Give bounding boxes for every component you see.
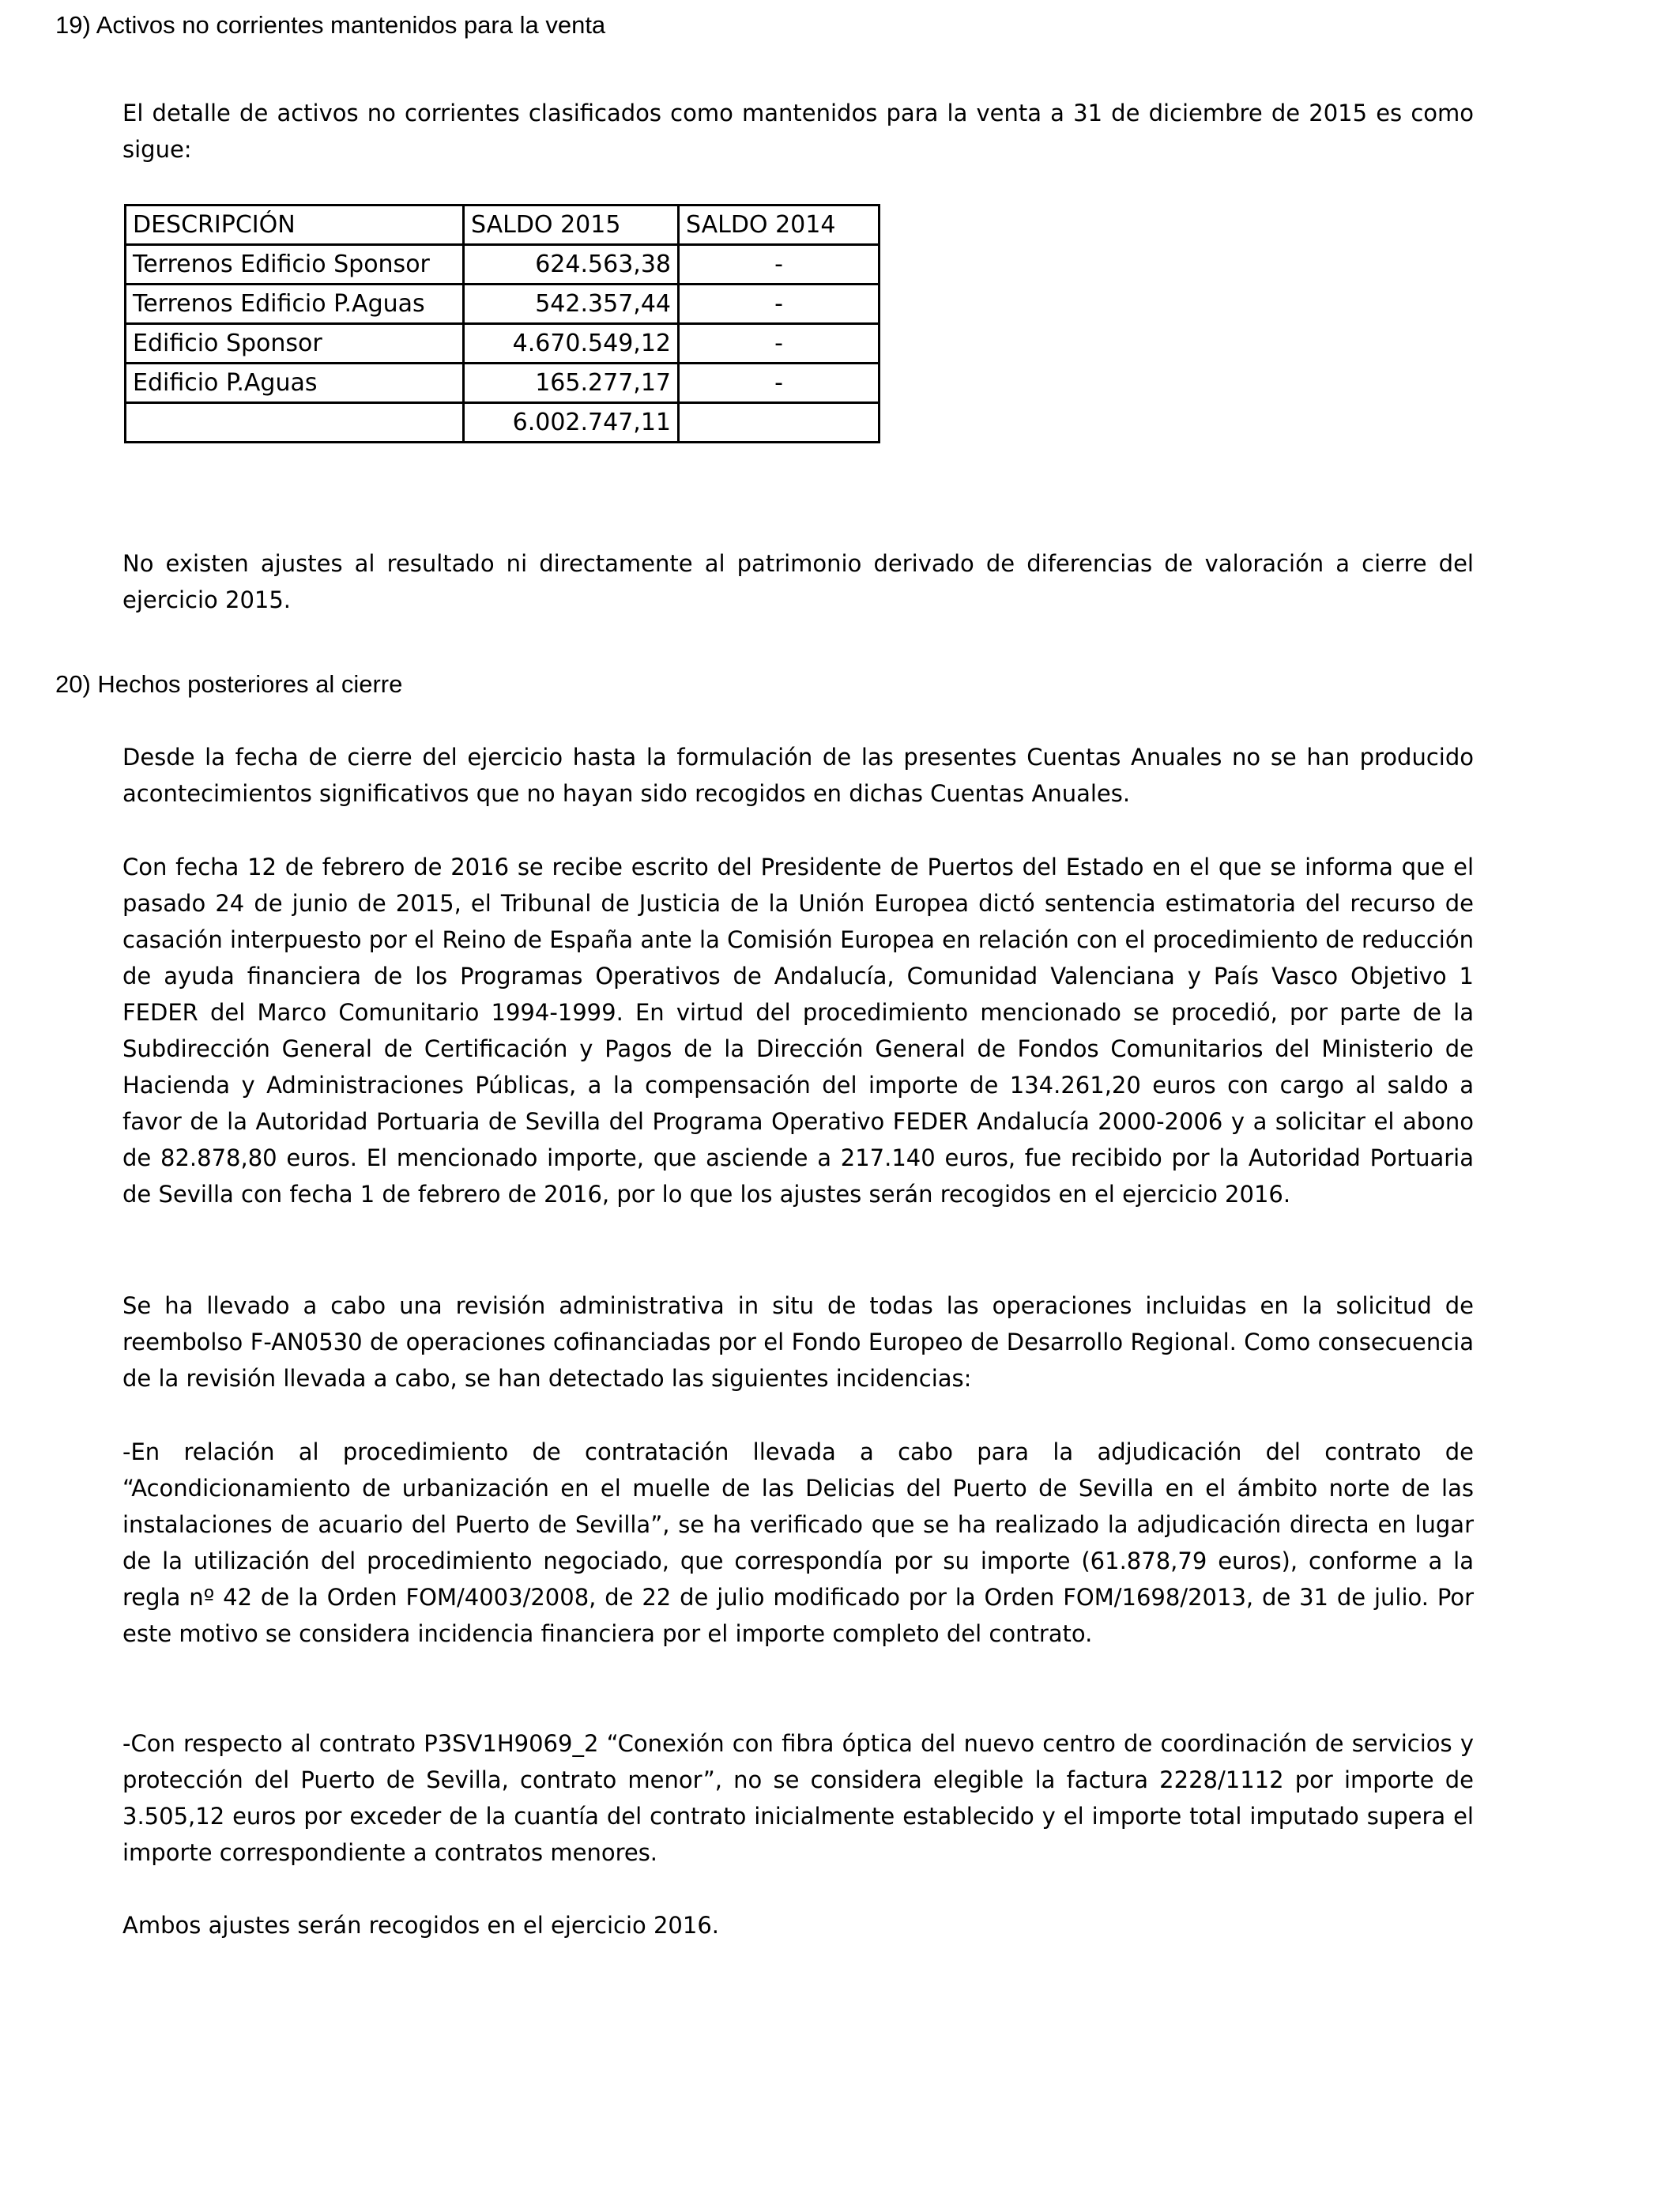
table-row [126,364,880,403]
header-cell-description: DESCRIPCIÓN [126,205,464,245]
cell-description: Terrenos Edificio P.Aguas [126,285,464,324]
cell-saldo-2014: - [679,285,880,324]
section-20-heading: 20) Hechos posteriores al cierre [55,670,403,698]
cell-saldo-2014 [679,403,880,443]
cell-saldo-2014: - [679,245,880,285]
section-20-paragraph-3: Se ha llevado a cabo una revisión administrativa in situ de todas las operaciones incluidas en la solicitud de reembolso F-AN0530 de operaciones cofinanciadas por el Fondo Europeo de Desarrollo Regional. Como consecuencia de la revisión llevada a cabo, se han detectado las siguientes incidencias: [122,1292,1474,1392]
section-20-paragraph-5: -Con respecto al contrato P3SV1H9069_2 “Conexión con fibra óptica del nuevo centro de coordinación de servicios y protección del Puerto de Sevilla, contrato menor”, no se considera elegible la factura 2228/1112 por importe de 3.505,12 euros por exceder de la cuantía del contrato inicialmente establecido y el importe total imputado supera el importe correspondiente a contratos menores. [122,1730,1474,1866]
header-cell-saldo-2015: SALDO 2015 [464,205,679,245]
cell-saldo-2015: 4.670.549,12 [464,324,679,364]
cell-saldo-2015: 165.277,17 [464,364,679,403]
table-total-row [126,403,880,443]
section-20-paragraph-1: Desde la fecha de cierre del ejercicio hasta la formulación de las presentes Cuentas Anuales no se han producido acontecimientos significativos que no hayan sido recogidos en dichas Cuentas Anuales. [122,744,1474,807]
section-20-paragraph-4: -En relación al procedimiento de contratación llevada a cabo para la adjudicación del contrato de “Acondicionamiento de urbanización en el muelle de las Delicias del Puerto de Sevilla en el ámbito norte de las instalaciones de acuario del Puerto de Sevilla”, se ha verificado que se ha realizado la adjudicación directa en lugar de la utilización del procedimiento negociado, que correspondía por su importe (61.878,79 euros), conforme a la regla nº 42 de la Orden FOM/4003/2008, de 22 de julio modificado por la Orden FOM/1698/2013, de 31 de julio. Por este motivo se considera incidencia financiera por el importe completo del contrato. [122,1438,1474,1647]
cell-saldo-2014: - [679,324,880,364]
cell-saldo-2015: 624.563,38 [464,245,679,285]
table-row [126,245,880,285]
cell-description [126,403,464,443]
table-row [126,285,880,324]
assets-held-for-sale-table [124,204,880,443]
cell-description: Edificio P.Aguas [126,364,464,403]
section-20-paragraph-6: Ambos ajustes serán recogidos en el ejercicio 2016. [122,1912,719,1939]
section-19-note: No existen ajustes al resultado ni directamente al patrimonio derivado de diferencias de valoración a cierre del ejercicio 2015. [122,550,1474,613]
header-cell-saldo-2014: SALDO 2014 [679,205,880,245]
cell-description: Edificio Sponsor [126,324,464,364]
section-19-intro: El detalle de activos no corrientes clasificados como mantenidos para la venta a 31 de diciembre de 2015 es como sigue: [122,100,1474,163]
table-row [126,324,880,364]
section-19-heading: 19) Activos no corrientes mantenidos para la venta [55,11,606,39]
cell-saldo-2014: - [679,364,880,403]
cell-saldo-2015: 542.357,44 [464,285,679,324]
cell-total-saldo-2015: 6.002.747,11 [464,403,679,443]
cell-description: Terrenos Edificio Sponsor [126,245,464,285]
section-20-paragraph-2: Con fecha 12 de febrero de 2016 se recibe escrito del Presidente de Puertos del Estado en el que se informa que el pasado 24 de junio de 2015, el Tribunal de Justicia de la Unión Europea dictó sentencia estimatoria del recurso de casación interpuesto por el Reino de España ante la Comisión Europea en relación con el procedimiento de reducción de ayuda financiera de los Programas Operativos de Andalucía, Comunidad Valenciana y País Vasco Objetivo 1 FEDER del Marco Comunitario 1994-1999. En virtud del procedimiento mencionado se procedió, por parte de la Subdirección General de Certificación y Pagos de la Dirección General de Fondos Comunitarios del Ministerio de Hacienda y Administraciones Públicas, a la compensación del importe de 134.261,20 euros con cargo al saldo a favor de la Autoridad Portuaria de Sevilla del Programa Operativo FEDER Andalucía 2000-2006 y a solicitar el abono de 82.878,80 euros. El mencionado importe, que asciende a 217.140 euros, fue recibido por la Autoridad Portuaria de Sevilla con fecha 1 de febrero de 2016, por lo que los ajustes serán recogidos en el ejercicio 2016. [122,854,1474,1208]
table-header-row [126,205,880,245]
